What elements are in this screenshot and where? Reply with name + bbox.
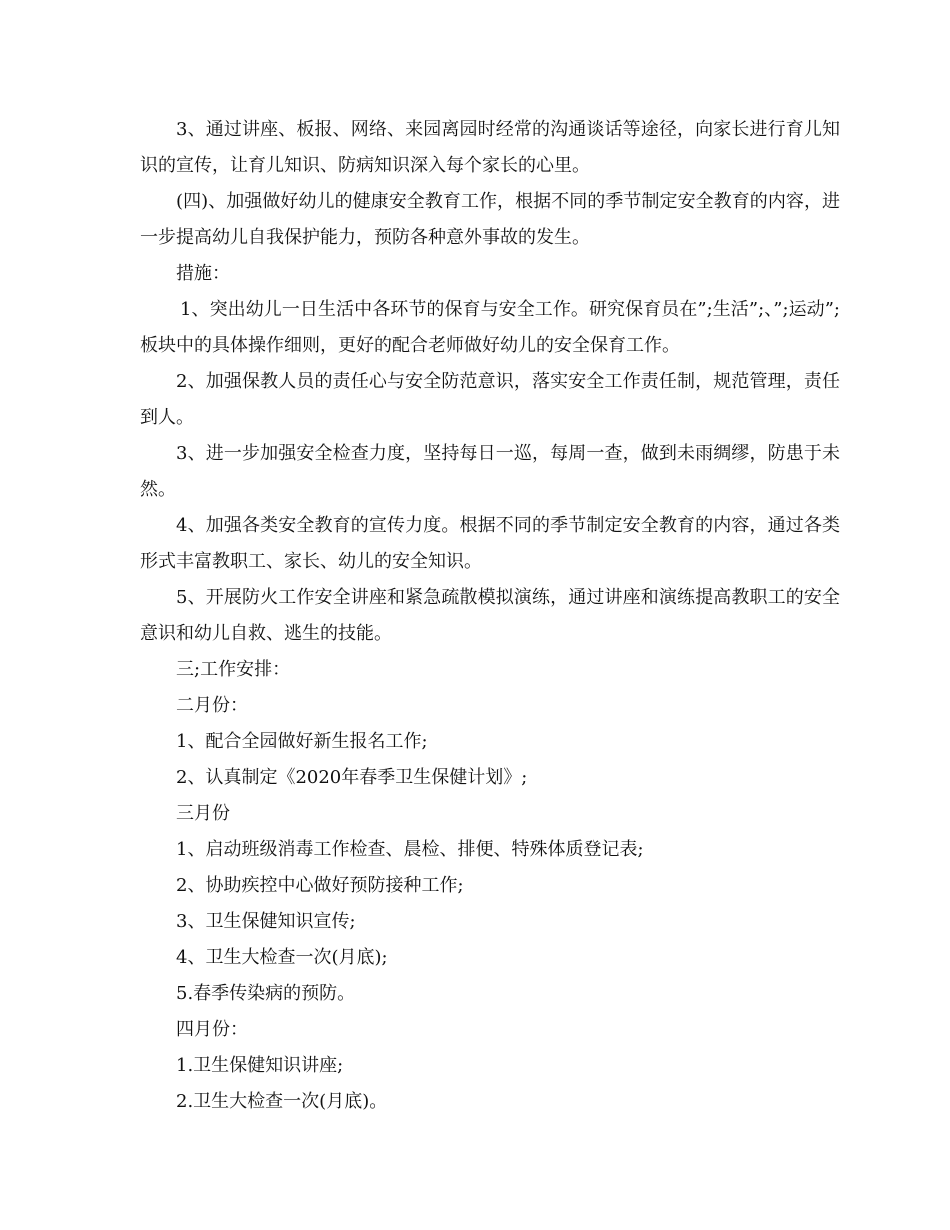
list-item: 4、卫生大检查一次(月底); (176, 947, 388, 968)
month-heading-february: 二月份： (176, 695, 248, 716)
paragraph-measure-5: 5、开展防火工作安全讲座和紧急疏散模拟演练，通过讲座和演练提高教职工的安全意识和幼儿自救、逃生的技能。 (140, 587, 840, 644)
paragraph-parent-outreach: 3、通过讲座、板报、网络、来园离园时经常的沟通谈话等途径，向家长进行育儿知识的宣传，让育儿知识、防病知识深入每个家长的心里。 (140, 119, 840, 176)
document-page (140, 112, 840, 1120)
paragraph-measures-heading: 措施： (176, 263, 230, 284)
section-heading-schedule: 三;工作安排： (176, 659, 291, 680)
paragraph-measure-4: 4、加强各类安全教育的宣传力度。根据不同的季节制定安全教育的内容，通过各类形式丰富教职工、家长、幼儿的安全知识。 (140, 515, 840, 572)
paragraph-safety-education: (四)、加强做好幼儿的健康安全教育工作，根据不同的季节制定安全教育的内容，进一步提高幼儿自我保护能力，预防各种意外事故的发生。 (140, 191, 840, 248)
month-heading-march: 三月份 (176, 803, 230, 824)
paragraph-measure-1: 1、突出幼儿一日生活中各环节的保育与安全工作。研究保育员在”;生活”;、”;运动”;板块中的具体操作细则，更好的配合老师做好幼儿的安全保育工作。 (140, 299, 840, 356)
list-item: 5.春季传染病的预防。 (176, 983, 356, 1004)
month-heading-april: 四月份： (176, 1019, 248, 1040)
list-item: 1、配合全园做好新生报名工作; (176, 731, 428, 752)
paragraph-measure-3: 3、进一步加强安全检查力度，坚持每日一巡，每周一查，做到未雨绸缪，防患于未然。 (140, 443, 840, 500)
list-item: 2、协助疾控中心做好预防接种工作; (176, 875, 464, 896)
paragraph-measure-2: 2、加强保教人员的责任心与安全防范意识，落实安全工作责任制，规范管理，责任到人。 (140, 371, 840, 428)
list-item: 3、卫生保健知识宣传; (176, 911, 356, 932)
list-item: 1.卫生保健知识讲座; (176, 1055, 344, 1076)
list-item: 2、认真制定《2020年春季卫生保健计划》; (176, 767, 528, 788)
list-item: 1、启动班级消毒工作检查、晨检、排便、特殊体质登记表; (176, 839, 644, 860)
list-item: 2.卫生大检查一次(月底)。 (176, 1091, 388, 1112)
